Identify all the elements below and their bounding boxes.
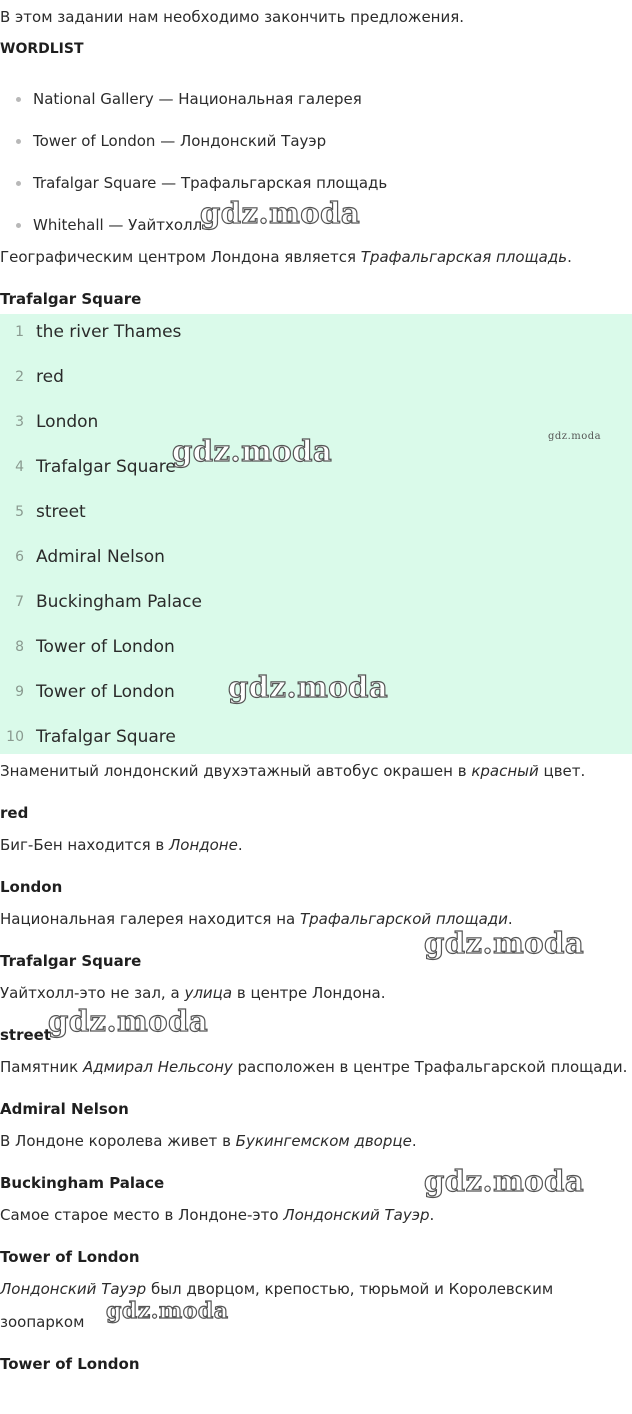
intro-text: В этом задании нам необходимо закончить предложения.: [0, 8, 465, 26]
question-sentence: Уайтхолл-это не зал, а улица в центре Лондона.: [0, 984, 386, 1002]
question-sentence: Национальная галерея находится на Трафальгарской площади.: [0, 910, 513, 928]
question-sentence: Самое старое место в Лондоне-это Лондонский Тауэр.: [0, 1206, 435, 1224]
bullet-icon: [16, 181, 21, 186]
watermark-logo: gdz.moda: [424, 1164, 585, 1198]
wordlist-title: WORDLIST: [0, 41, 84, 57]
answer-label: Trafalgar Square: [0, 952, 142, 970]
watermark-logo: gdz.moda: [172, 434, 333, 468]
answer-label: Tower of London: [0, 1355, 140, 1373]
question-sentence: Биг-Бен находится в Лондоне.: [0, 836, 243, 854]
answer-label: red: [0, 804, 29, 822]
question-sentence: Знаменитый лондонский двухэтажный автобус окрашен в красный цвет.: [0, 762, 586, 780]
question-sentence-continuation: зоопарком: [0, 1313, 85, 1331]
wordlist-item: Trafalgar Square — Трафальгарская площадь: [16, 172, 387, 194]
question-sentence: Памятник Адмирал Нельсону расположен в центре Трафальгарской площади.: [0, 1058, 628, 1076]
watermark-logo: gdz.moda: [48, 1004, 209, 1038]
bullet-icon: [16, 139, 21, 144]
bullet-icon: [16, 97, 21, 102]
wordlist-item: Tower of London — Лондонский Тауэр: [16, 130, 326, 152]
bullet-icon: [16, 223, 21, 228]
wordlist-item: Whitehall — Уайтхолл: [16, 214, 202, 236]
watermark-logo: gdz.moda: [200, 196, 361, 230]
watermark-logo-small: gdz.moda: [548, 431, 602, 442]
question-sentence: В Лондоне королева живет в Букингемском дворце.: [0, 1132, 417, 1150]
question-sentence: Географическим центром Лондона является Трафальгарская площадь.: [0, 248, 572, 266]
wordlist-item: National Gallery — Национальная галерея: [16, 88, 362, 110]
watermark-logo: gdz.moda: [106, 1298, 229, 1324]
answer-label: Tower of London: [0, 1248, 140, 1266]
answer-label: Buckingham Palace: [0, 1174, 165, 1192]
question-sentence: Лондонский Тауэр был дворцом, крепостью, тюрьмой и Королевским: [0, 1280, 554, 1298]
watermark-logo: gdz.moda: [228, 670, 389, 704]
answer-label: London: [0, 878, 63, 896]
watermark-logo: gdz.moda: [424, 926, 585, 960]
answers-code-block: 1 the river Thames 2 red 3 London 4 Trafalgar Square 5 street 6 Admiral Nelson 7 Buckingham Palace 8 Tower of London 9 Tower of London 10 Trafalgar Square: [0, 314, 632, 754]
answer-label: Trafalgar Square: [0, 290, 142, 308]
answer-label: street: [0, 1026, 52, 1044]
answer-label: Admiral Nelson: [0, 1100, 129, 1118]
